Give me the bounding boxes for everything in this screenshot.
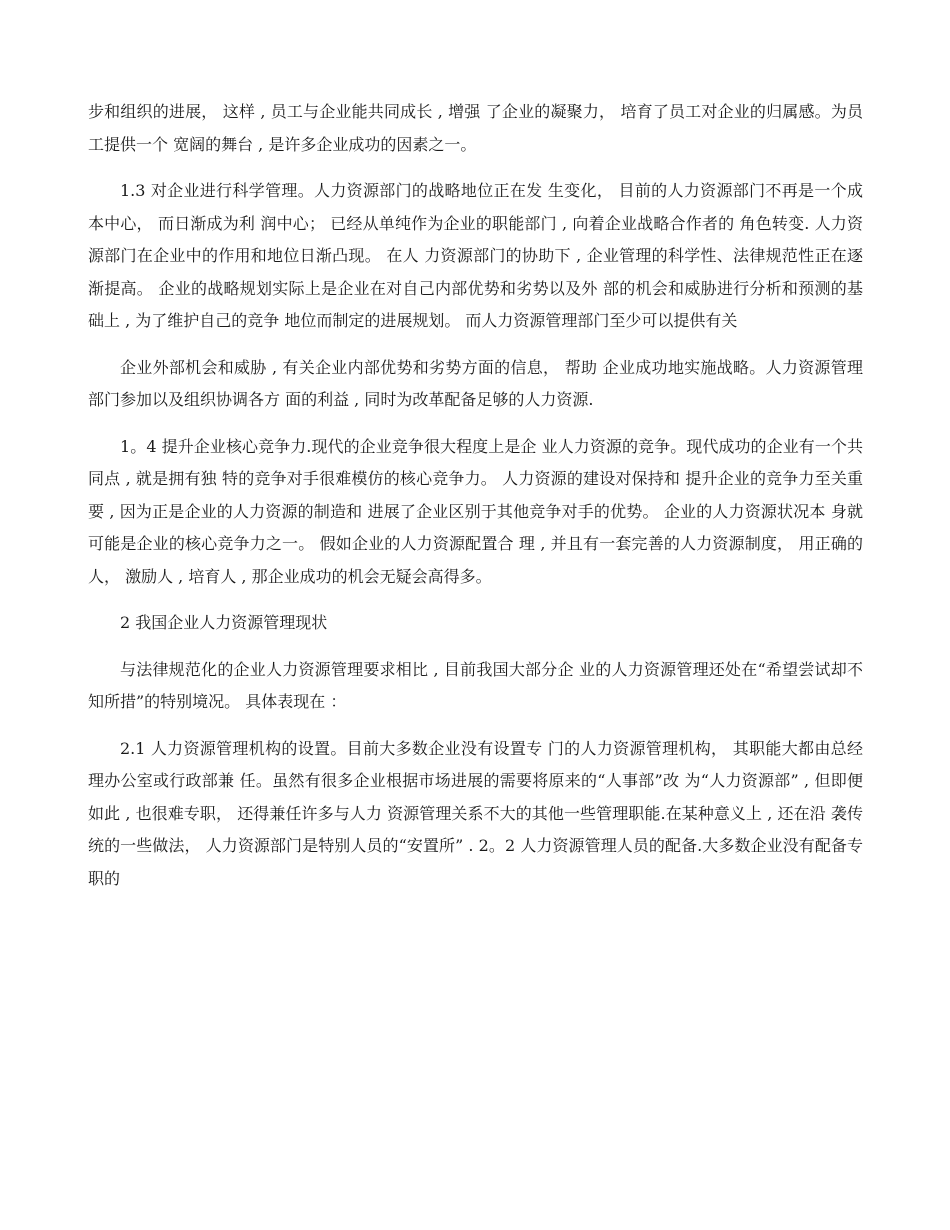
paragraph-core-competitiveness: 1。4 提升企业核心竞争力.现代的企业竞争很大程度上是企 业人力资源的竞争。现代成功的企业有一个共同点 , 就是拥有独 特的竞争对手很难模仿的核心竞争力。 人力资源的建设对保持和 提升企业的竞争力至关重要 , 因为正是企业的人力资源的制造和 进展了企业区别于其他竞争对手的优势。 企业的人力资源状况本 身就可能是企业的核心竞争力之一。 假如企业的人力资源配置合 理 , 并且有一套完善的人力资源制度， 用正确的人， 激励人 , 培育人 , 那企业成功的机会无疑会高得多。: [88, 436, 863, 586]
section-heading-current-status: 2 我国企业人力资源管理现状: [120, 613, 328, 632]
paragraph-continuation: 步和组织的进展， 这样 , 员工与企业能共同成长 , 增强 了企业的凝聚力， 培育了员工对企业的归属感。为员工提供一个 宽阔的舞台 , 是许多企业成功的因素之一。: [88, 102, 863, 154]
paragraph-scientific-management: 1.3 对企业进行科学管理。人力资源部门的战略地位正在发 生变化， 目前的人力资源部门不再是一个成本中心， 而日渐成为利 润中心； 已经从单纯作为企业的职能部门 , 向着企业战略合作者的 角色转变. 人力资源部门在企业中的作用和地位日渐凸现。 在人 力资源部门的协助下 , 企业管理的科学性、法律规范性正在逐渐提高。 企业的战略规划实际上是企业在对自己内部优势和劣势以及外 部的机会和威胁进行分析和预测的基础上 , 为了维护自己的竞争 地位而制定的进展规划。 而人力资源管理部门至少可以提供有关: [88, 181, 863, 330]
paragraph-hr-department-setup: 2.1 人力资源管理机构的设置。目前大多数企业没有设置专 门的人力资源管理机构， 其职能大都由总经理办公室或行政部兼 任。虽然有很多企业根据市场进展的需要将原来的“人事部”改 为“人力资源部” , 但即便如此 , 也很难专职， 还得兼任许多与人力 资源管理关系不大的其他一些管理职能.在某种意义上 , 还在沿 袭传统的一些做法， 人力资源部门是特别人员的“安置所” . 2。2 人力资源管理人员的配备.大多数企业没有配备专职的: [88, 738, 863, 888]
document-page: [88, 96, 863, 909]
paragraph-status-intro: 与法律规范化的企业人力资源管理要求相比 , 目前我国大部分企 业的人力资源管理还处在“希望尝试却不知所措”的特别境况。 具体表现在 ：: [88, 659, 863, 711]
paragraph-external-opportunities: 企业外部机会和威胁 , 有关企业内部优势和劣势方面的信息， 帮助 企业成功地实施战略。人力资源管理部门参加以及组织协调各方 面的利益 , 同时为改革配备足够的人力资源.: [88, 357, 863, 409]
